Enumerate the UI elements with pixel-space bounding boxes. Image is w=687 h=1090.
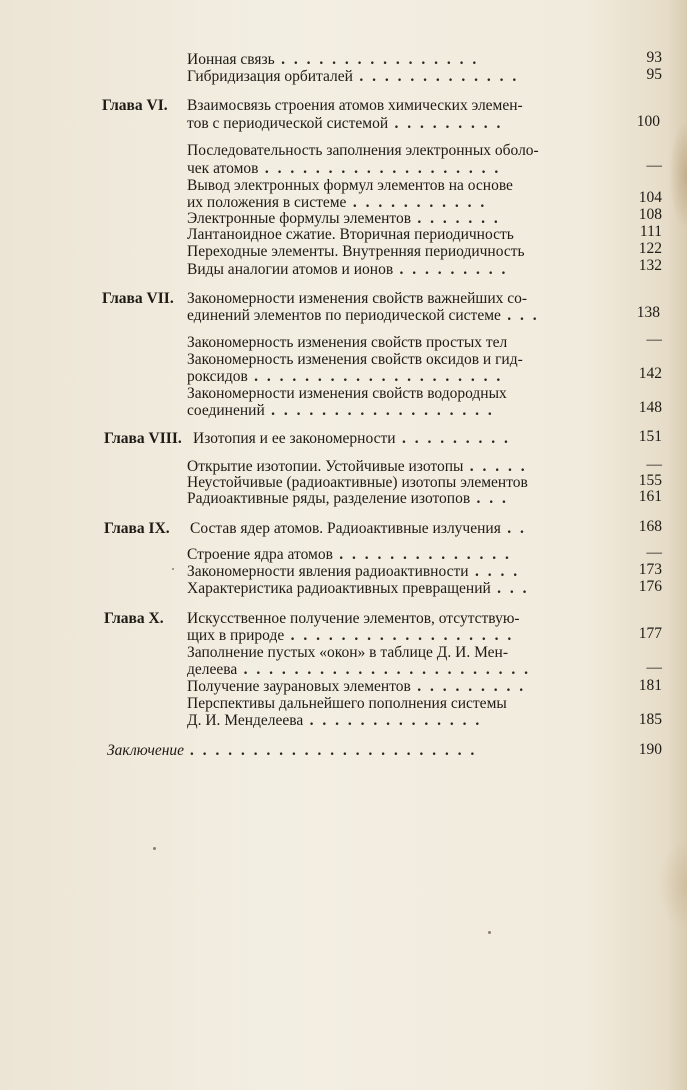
toc-page-number: 190 — [638, 741, 662, 758]
chapter-label: Глава IX. — [104, 520, 170, 537]
page-stain — [669, 120, 687, 230]
toc-entry: Вывод электронных формул элементов на основе — [187, 177, 513, 194]
toc-page-number: — — [646, 456, 662, 473]
toc-entry: соединений . . . . . . . . . . . . . . . . . . — [187, 402, 495, 419]
toc-page-number: 104 — [638, 189, 662, 206]
toc-page-number: 95 — [646, 66, 662, 83]
toc-entry: Перспективы дальнейшего пополнения системы — [187, 695, 507, 712]
toc-entry: чек атомов . . . . . . . . . . . . . . . . . . . — [187, 160, 501, 177]
toc-page-number: 177 — [638, 625, 662, 642]
toc-page-number: 142 — [638, 365, 662, 382]
toc-entry: Последовательность заполнения электронных оболо- — [187, 142, 539, 159]
chapter-title: щих в природе . . . . . . . . . . . . . . . . . . — [187, 627, 514, 644]
toc-page-number: 151 — [638, 428, 662, 445]
toc-entry: Переходные элементы. Внутренняя периодичность — [187, 243, 525, 260]
toc-entry: Получение заурановых элементов . . . . . . . . . — [187, 678, 526, 695]
toc-page-number: 111 — [639, 223, 662, 240]
toc-entry: роксидов . . . . . . . . . . . . . . . . . . . . — [187, 368, 503, 385]
toc-page-number: 185 — [638, 711, 662, 728]
chapter-title: Искусственное получение элементов, отсутствую- — [187, 610, 520, 627]
toc-page-number: 138 — [636, 304, 660, 321]
toc-entry: Открытие изотопии. Устойчивые изотопы . . . . . — [187, 458, 528, 475]
chapter-title: тов с периодической системой . . . . . . . . . — [187, 115, 503, 132]
toc-entry: Радиоактивные ряды, разделение изотопов . . . — [187, 490, 509, 507]
toc-entry: Характеристика радиоактивных превращений . . . — [187, 580, 530, 597]
chapter-title: Закономерности изменения свойств важнейших со- — [187, 290, 528, 307]
toc-page-number: 161 — [638, 488, 662, 505]
toc-entry: Виды аналогии атомов и ионов . . . . . . . . . — [187, 261, 508, 278]
toc-page-number: 168 — [638, 518, 662, 535]
toc-entry: Гибридизация орбиталей . . . . . . . . . . . . . — [187, 68, 519, 85]
toc-entry: Д. И. Менделеева . . . . . . . . . . . . . . — [187, 712, 482, 729]
toc-page-number: 122 — [638, 240, 662, 257]
paper-speck — [153, 847, 156, 850]
chapter-title: Состав ядер атомов. Радиоактивные излучения . . — [190, 520, 527, 537]
toc-entry: делеева . . . . . . . . . . . . . . . . . . . . . . . — [187, 661, 531, 678]
toc-entry: Строение ядра атомов . . . . . . . . . . . . . . — [187, 546, 512, 563]
chapter-label: Глава VIII. — [104, 430, 182, 447]
toc-page-number: 155 — [638, 472, 662, 489]
toc-entry: Ионная связь . . . . . . . . . . . . . . . . — [187, 51, 479, 68]
paper-speck — [172, 568, 174, 570]
toc-entry: их положения в системе . . . . . . . . . . . — [187, 194, 487, 211]
toc-entry: Закономерности явления радиоактивности . . . . — [187, 563, 520, 580]
toc-page-number: 93 — [646, 49, 662, 66]
page-stain — [657, 840, 687, 930]
toc-page-number: — — [646, 331, 662, 348]
toc-entry: Закономерность изменения свойств простых тел — [187, 334, 508, 351]
paper-speck — [488, 931, 491, 934]
chapter-title: Изотопия и ее закономерности . . . . . . . . . — [193, 430, 511, 447]
toc-entry: Заполнение пустых «окон» в таблице Д. И. Мен- — [187, 644, 508, 661]
toc-page-number: 132 — [638, 257, 662, 274]
toc-page-number: 176 — [638, 578, 662, 595]
chapter-label: Глава VI. — [102, 97, 168, 114]
toc-entry: Неустойчивые (радиоактивные) изотопы элементов — [187, 474, 528, 491]
toc-page-number: 108 — [638, 206, 662, 223]
toc-page-number: — — [646, 544, 662, 561]
toc-entry: Электронные формулы элементов . . . . . . . — [187, 210, 501, 227]
conclusion-entry: Заключение . . . . . . . . . . . . . . . . . . . . . . . — [107, 742, 478, 759]
toc-page-number: — — [646, 659, 662, 676]
toc-entry: Закономерности изменения свойств водородных — [187, 385, 507, 402]
toc-page-number: — — [646, 157, 662, 174]
chapter-title: единений элементов по периодической системе . . . — [187, 307, 540, 324]
toc-page-number: 148 — [638, 399, 662, 416]
toc-page-number: 181 — [638, 677, 662, 694]
toc-page-number: 100 — [636, 113, 660, 130]
toc-page-number: 173 — [638, 561, 662, 578]
toc-entry: Закономерность изменения свойств оксидов и гид- — [187, 351, 523, 368]
chapter-label: Глава X. — [104, 610, 164, 627]
toc-entry: Лантаноидное сжатие. Вторичная периодичность — [187, 226, 514, 243]
chapter-label: Глава VII. — [102, 290, 174, 307]
chapter-title: Взаимосвязь строения атомов химических элемен- — [187, 97, 523, 114]
